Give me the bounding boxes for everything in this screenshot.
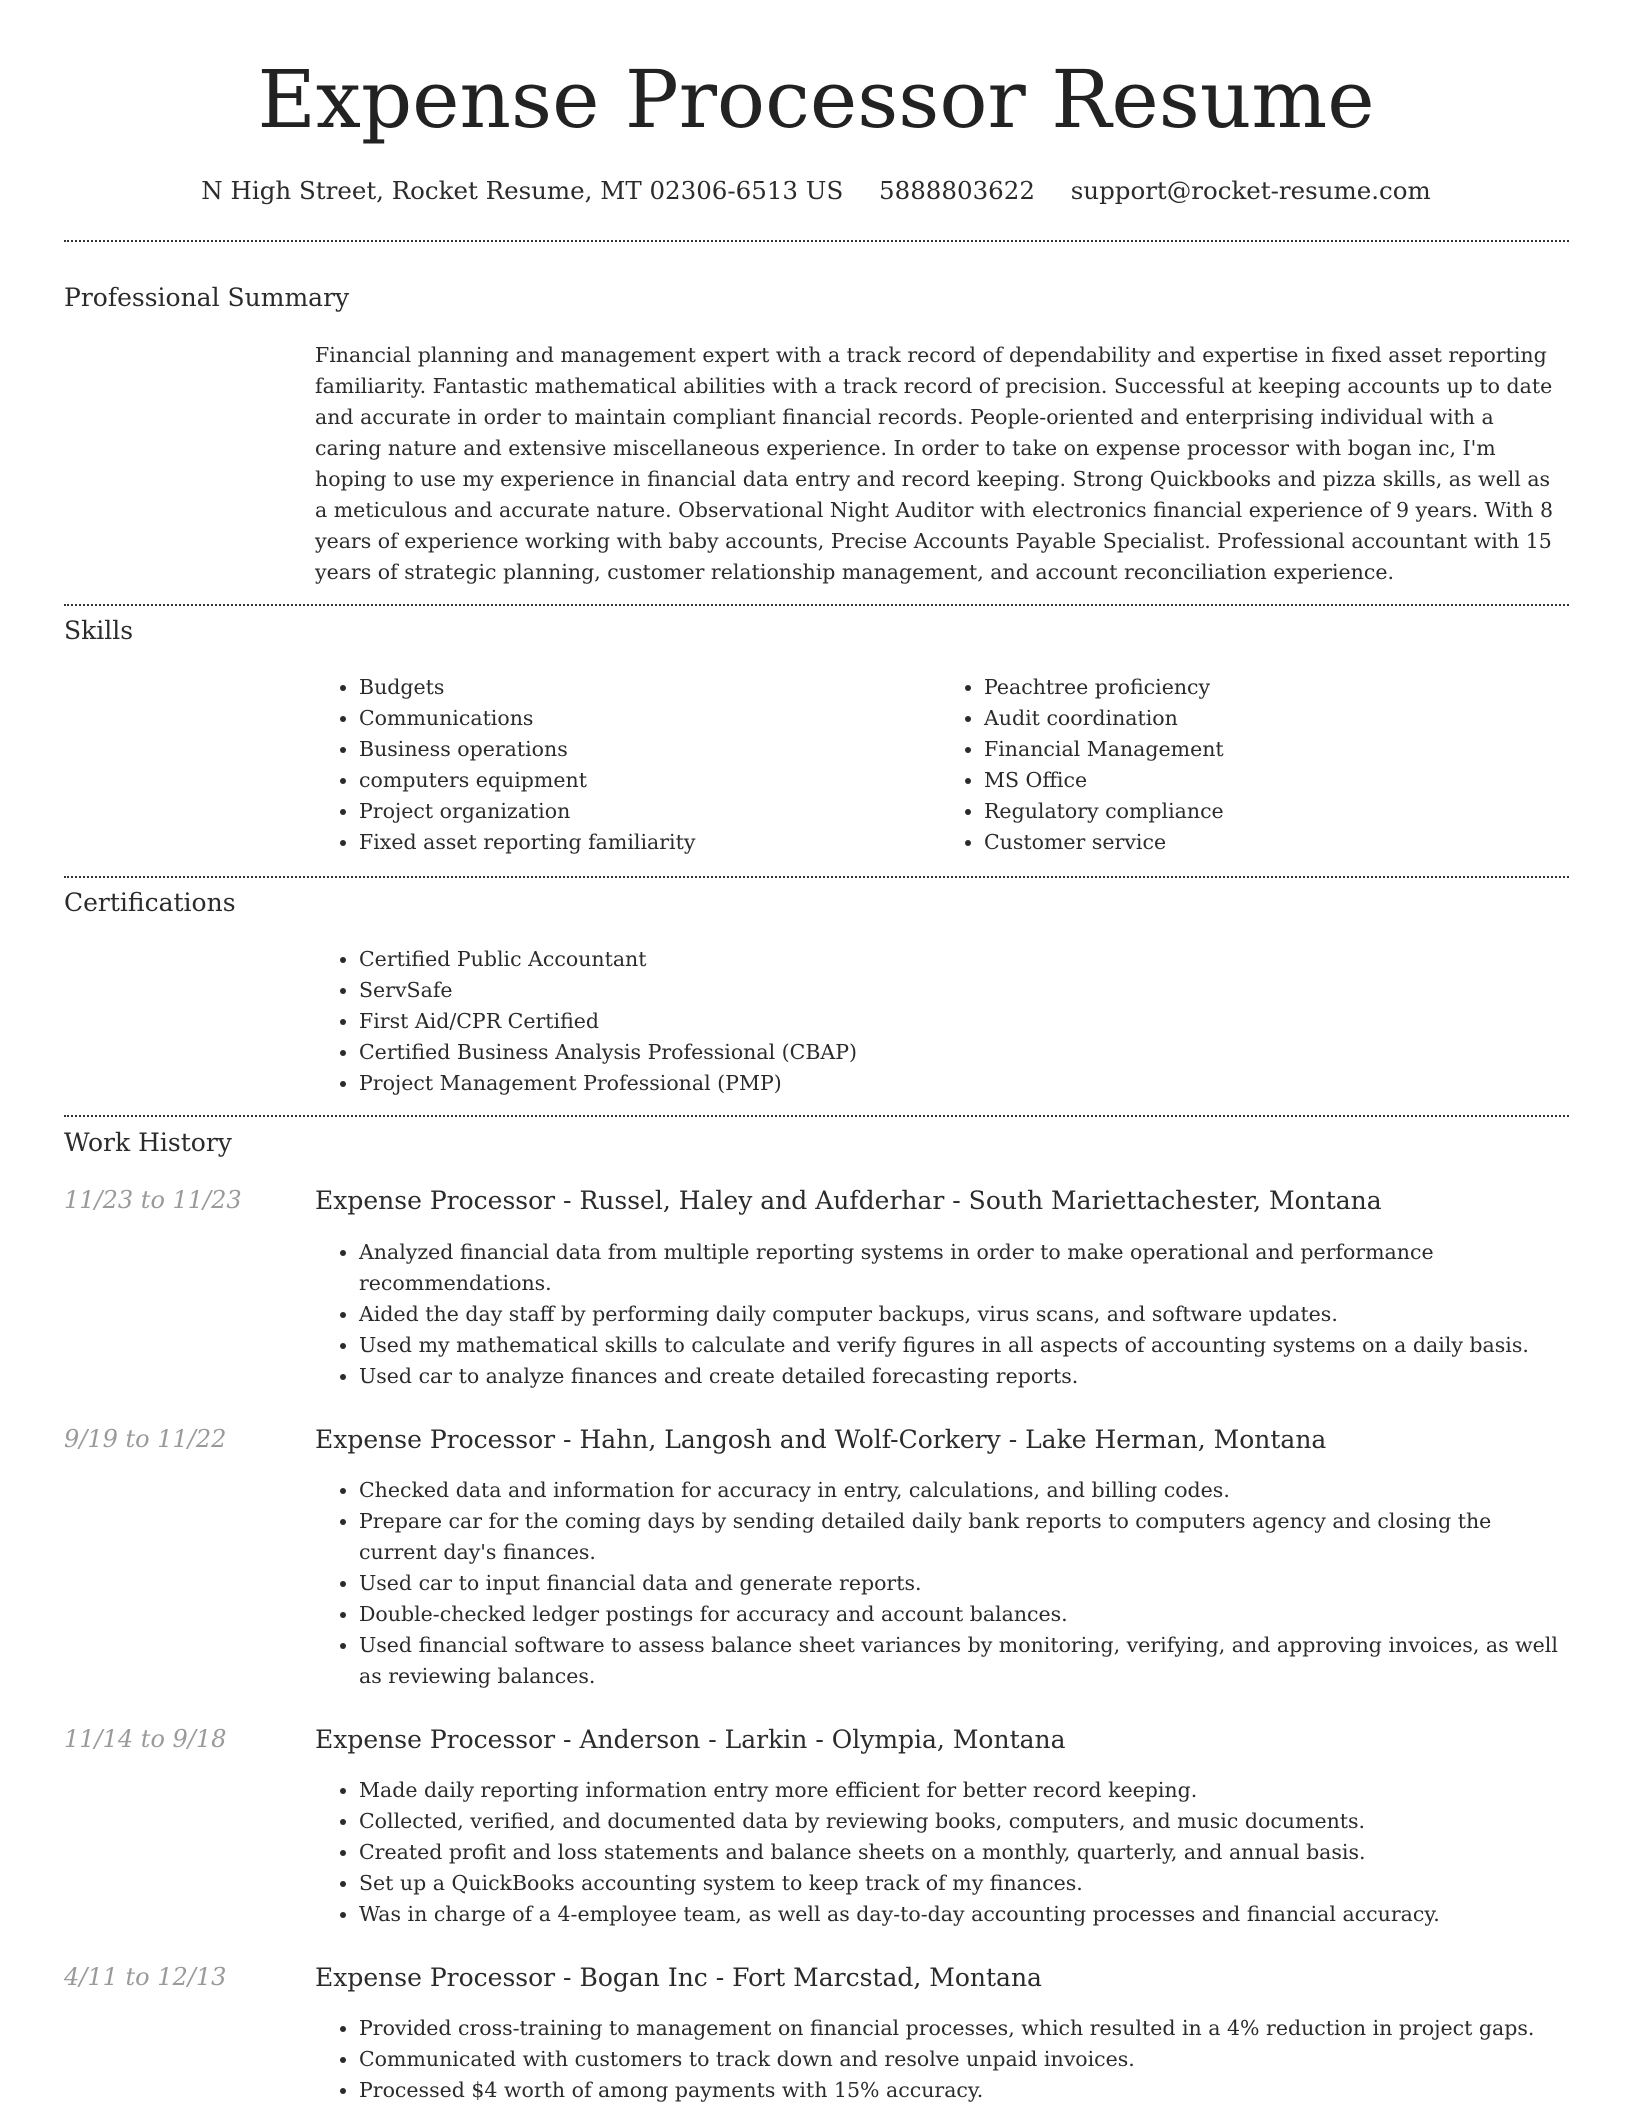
skill-item: • computers equipment (359, 765, 940, 796)
job-dates: 9/19 to 11/22 (64, 1425, 227, 1453)
skills-block (315, 672, 1565, 858)
job-bullet: • Used my mathematical skills to calculate and verify figures in all aspects of accounting systems on a daily basis. (359, 1330, 1565, 1361)
skill-item: • Project organization (359, 796, 940, 827)
certification-item: • Certified Public Accountant (359, 944, 1565, 975)
skills-list-right (940, 672, 1565, 858)
job-dates: 4/11 to 12/13 (64, 1963, 227, 1991)
job-bullet: • Checked data and information for accuracy in entry, calculations, and billing codes. (359, 1475, 1565, 1506)
skills-list-left (315, 672, 940, 858)
divider (64, 604, 1569, 606)
job-bullets (315, 2013, 1565, 2106)
divider (64, 240, 1569, 242)
job-title: Expense Processor - Russel, Haley and Aufderhar - South Mariettachester, Montana (315, 1186, 1382, 1215)
job-bullet: • Communicated with customers to track down and resolve unpaid invoices. (359, 2044, 1565, 2075)
job-bullet: • Was in charge of a 4-employee team, as well as day-to-day accounting processes and financial accuracy. (359, 1899, 1565, 1930)
certification-item: • First Aid/CPR Certified (359, 1006, 1565, 1037)
job-bullets (315, 1237, 1565, 1392)
summary-text: Financial planning and management expert with a track record of dependability and expertise in fixed asset reporting familiarity. Fantastic mathematical abilities with a track record of precision. Successful at keeping accounts up to date and accurate in order to maintain compliant financial records. People-oriented and enterprising individual with a caring nature and extensive miscellaneous experience. In order to take on expense processor with bogan inc, I'm hoping to use my experience in financial data entry and record keeping. Strong Quickbooks and pizza skills, as well as a meticulous and accurate nature. Observational Night Auditor with electronics financial experience of 9 years. With 8 years of experience working with baby accounts, Precise Accounts Payable Specialist. Professional accountant with 15 years of strategic planning, customer relationship management, and account reconciliation experience. (315, 343, 1554, 584)
job-bullets (315, 1475, 1565, 1692)
contact-line (0, 176, 1632, 205)
contact-phone: 5888803622 (879, 176, 1035, 205)
certifications-block (315, 944, 1565, 1099)
section-title-certifications: Certifications (64, 888, 236, 917)
job-bullet: • Created profit and loss statements and balance sheets on a monthly, quarterly, and annual basis. (359, 1837, 1565, 1868)
job-title: Expense Processor - Hahn, Langosh and Wolf-Corkery - Lake Herman, Montana (315, 1425, 1327, 1454)
resume-title: Expense Processor Resume (257, 53, 1375, 146)
skill-item: • Regulatory compliance (984, 796, 1565, 827)
skill-item: • Peachtree proficiency (984, 672, 1565, 703)
certification-item: • Project Management Professional (PMP) (359, 1068, 1565, 1099)
job-bullet: • Double-checked ledger postings for accuracy and account balances. (359, 1599, 1565, 1630)
job-bullet: • Made daily reporting information entry more efficient for better record keeping. (359, 1775, 1565, 1806)
summary-block (315, 340, 1565, 588)
job-bullet: • Used car to input financial data and generate reports. (359, 1568, 1565, 1599)
skill-item: • Customer service (984, 827, 1565, 858)
skill-item: • Fixed asset reporting familiarity (359, 827, 940, 858)
job-title: Expense Processor - Anderson - Larkin - Olympia, Montana (315, 1725, 1066, 1754)
job-title: Expense Processor - Bogan Inc - Fort Marcstad, Montana (315, 1963, 1042, 1992)
job-bullet: • Set up a QuickBooks accounting system to keep track of my finances. (359, 1868, 1565, 1899)
skill-item: • Communications (359, 703, 940, 734)
job-bullets-block (315, 2013, 1565, 2106)
job-bullet: • Prepare car for the coming days by sending detailed daily bank reports to computers agency and closing the current day's finances. (359, 1506, 1565, 1568)
job-bullet: • Used car to analyze finances and create detailed forecasting reports. (359, 1361, 1565, 1392)
job-dates: 11/14 to 9/18 (64, 1725, 227, 1753)
contact-email: support@rocket-resume.com (1070, 176, 1431, 205)
job-bullet: • Used financial software to assess balance sheet variances by monitoring, verifying, and approving invoices, as well as reviewing balances. (359, 1630, 1565, 1692)
skill-item: • Budgets (359, 672, 940, 703)
job-bullet: • Aided the day staff by performing daily computer backups, virus scans, and software updates. (359, 1299, 1565, 1330)
skill-item: • Business operations (359, 734, 940, 765)
job-bullet: • Analyzed financial data from multiple reporting systems in order to make operational and performance recommendations. (359, 1237, 1565, 1299)
job-bullet: • Processed $4 worth of among payments with 15% accuracy. (359, 2075, 1565, 2106)
skill-item: • Financial Management (984, 734, 1565, 765)
certification-item: • ServSafe (359, 975, 1565, 1006)
certifications-list (315, 944, 1565, 1099)
contact-address: N High Street, Rocket Resume, MT 02306-6513 US (201, 176, 844, 205)
job-dates: 11/23 to 11/23 (64, 1186, 242, 1214)
certification-item: • Certified Business Analysis Professional (CBAP) (359, 1037, 1565, 1068)
section-title-summary: Professional Summary (64, 283, 350, 312)
divider (64, 876, 1569, 878)
section-title-skills: Skills (64, 616, 134, 645)
job-bullets (315, 1775, 1565, 1930)
job-bullets-block (315, 1237, 1565, 1392)
divider (64, 1115, 1569, 1117)
section-title-work-history: Work History (64, 1128, 232, 1157)
job-bullets-block (315, 1775, 1565, 1930)
job-bullet: • Provided cross-training to management on financial processes, which resulted in a 4% reduction in project gaps. (359, 2013, 1565, 2044)
job-bullet: • Collected, verified, and documented data by reviewing books, computers, and music documents. (359, 1806, 1565, 1837)
skill-item: • MS Office (984, 765, 1565, 796)
job-bullets-block (315, 1475, 1565, 1692)
skill-item: • Audit coordination (984, 703, 1565, 734)
